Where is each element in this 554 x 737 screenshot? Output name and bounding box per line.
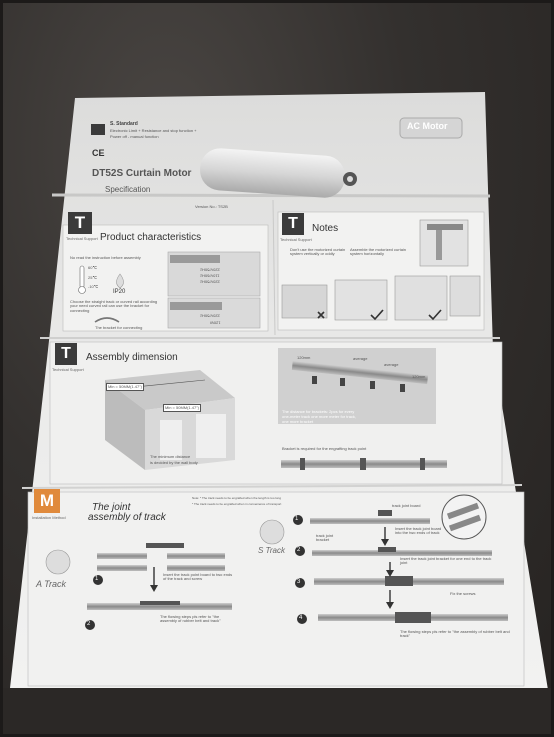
brackets-text-1: The distance for brackets: 2pcs for every — [282, 409, 355, 414]
joint-title-1: The joint — [92, 502, 131, 513]
brackets-text-2: one-meter track one more meter for track, — [282, 414, 357, 419]
standard-title: S. Standard — [110, 121, 138, 127]
standard-line1: Electronic Limit + Resistance and stop function + — [110, 128, 197, 133]
product-title: DT52S Curtain Motor — [92, 168, 192, 179]
step-a2-number: 2 — [87, 621, 91, 627]
bracket-text: The bracket for connecting — [95, 325, 143, 330]
track-label-3: average — [384, 362, 399, 367]
a-follow-text: The flowing steps pls refer to "the assembly of rubber belt and track" — [160, 614, 221, 624]
temp-low: -10℃ — [88, 284, 99, 289]
step-s1-number: 1 — [295, 516, 299, 522]
assembly-badge-sub: Technical Support — [52, 367, 84, 372]
joint-title-2: assembly of track — [88, 512, 166, 523]
step-a1-number: 1 — [95, 576, 99, 582]
version-number: Version No.: TS2B — [195, 204, 228, 209]
product-note: No read the instruction before assembly — [70, 255, 141, 260]
spec-3: 220V/50Hz — [200, 279, 220, 285]
spec-2: 110V/60Hz — [200, 273, 220, 279]
spec-5: 120W — [210, 320, 221, 326]
s-step-2-text: Insert the track joint bracket for one end to the track joint — [400, 556, 492, 566]
min-text-2: is decided by the wall body — [150, 460, 198, 465]
step-s2-number: 2 — [297, 547, 301, 553]
brand-logo: AC Motor — [407, 121, 448, 131]
s-bracket-label: track joint bracket — [316, 533, 334, 543]
notes-badge-sub: Technical Support — [280, 237, 312, 242]
assembly-title: Assembly dimension — [86, 352, 178, 363]
track-label-2: average — [353, 356, 368, 361]
a-track-label: A Track — [36, 579, 67, 589]
track-label-4: 120mm — [412, 374, 426, 379]
min-distance-2: Min = 50MM(1.47") — [163, 404, 201, 412]
track-label-1: 120mm — [297, 355, 311, 360]
s-step-1-text: Insert the track joint board into the two ends of track — [395, 526, 442, 536]
product-badge: T — [68, 212, 92, 234]
s-board-label: track joint board — [392, 503, 421, 508]
a-step-1-text: Insert the track point board to two ends of the track and screw — [163, 572, 233, 582]
min-text-1: The minimum distance — [150, 454, 191, 459]
joint-note-1: Note: * The track needs to be engrafted when the length is too long — [192, 496, 282, 500]
s-follow-text: The flowing steps pls refer to "the assembly of rubber belt and track" — [400, 629, 510, 639]
choose-track-text: Choose the straight track or curved rail according your need curved rail can use the bracket for connecting — [70, 299, 158, 313]
joint-badge-sub: Installation Method — [32, 515, 66, 520]
notes-text-1: Don't use the motorized curtain system vertically or oddly — [290, 247, 346, 257]
s-track-label: S Track — [258, 546, 285, 555]
joint-note-2: * The track needs to be engrafted when in convenience of transport — [192, 502, 282, 506]
spec-4: 220V/50Hz — [200, 313, 220, 319]
product-section-title: Product characteristics — [100, 232, 202, 243]
ip-rating: IP20 — [113, 289, 126, 295]
step-s3-number: 3 — [297, 579, 301, 585]
notes-text-2: Assemble the motorized curtain system horizontally — [350, 247, 407, 257]
joint-badge: M — [34, 489, 60, 513]
engrafting-text: Bracket is required for the engrafting track point — [282, 446, 367, 451]
ce-mark: CE — [92, 148, 105, 158]
standard-line2: Power off - manual function — [110, 134, 159, 139]
min-distance-1: Min = 50MM(1.47") — [106, 383, 144, 391]
temp-high: 60℃ — [88, 265, 97, 270]
s-step-3-text: Fix the screws — [450, 591, 476, 596]
notes-badge: T — [282, 213, 304, 235]
notes-title: Notes — [312, 223, 339, 234]
assembly-badge: T — [55, 343, 77, 365]
brackets-text-3: one more bracket — [282, 419, 314, 424]
step-s4-number: 4 — [299, 615, 303, 621]
product-badge-sub: Technical Support — [66, 236, 98, 241]
spec-1: 220V/50Hz — [200, 267, 220, 273]
specification-label: Specification — [105, 185, 151, 194]
temp-mid: 25℃ — [88, 275, 97, 280]
